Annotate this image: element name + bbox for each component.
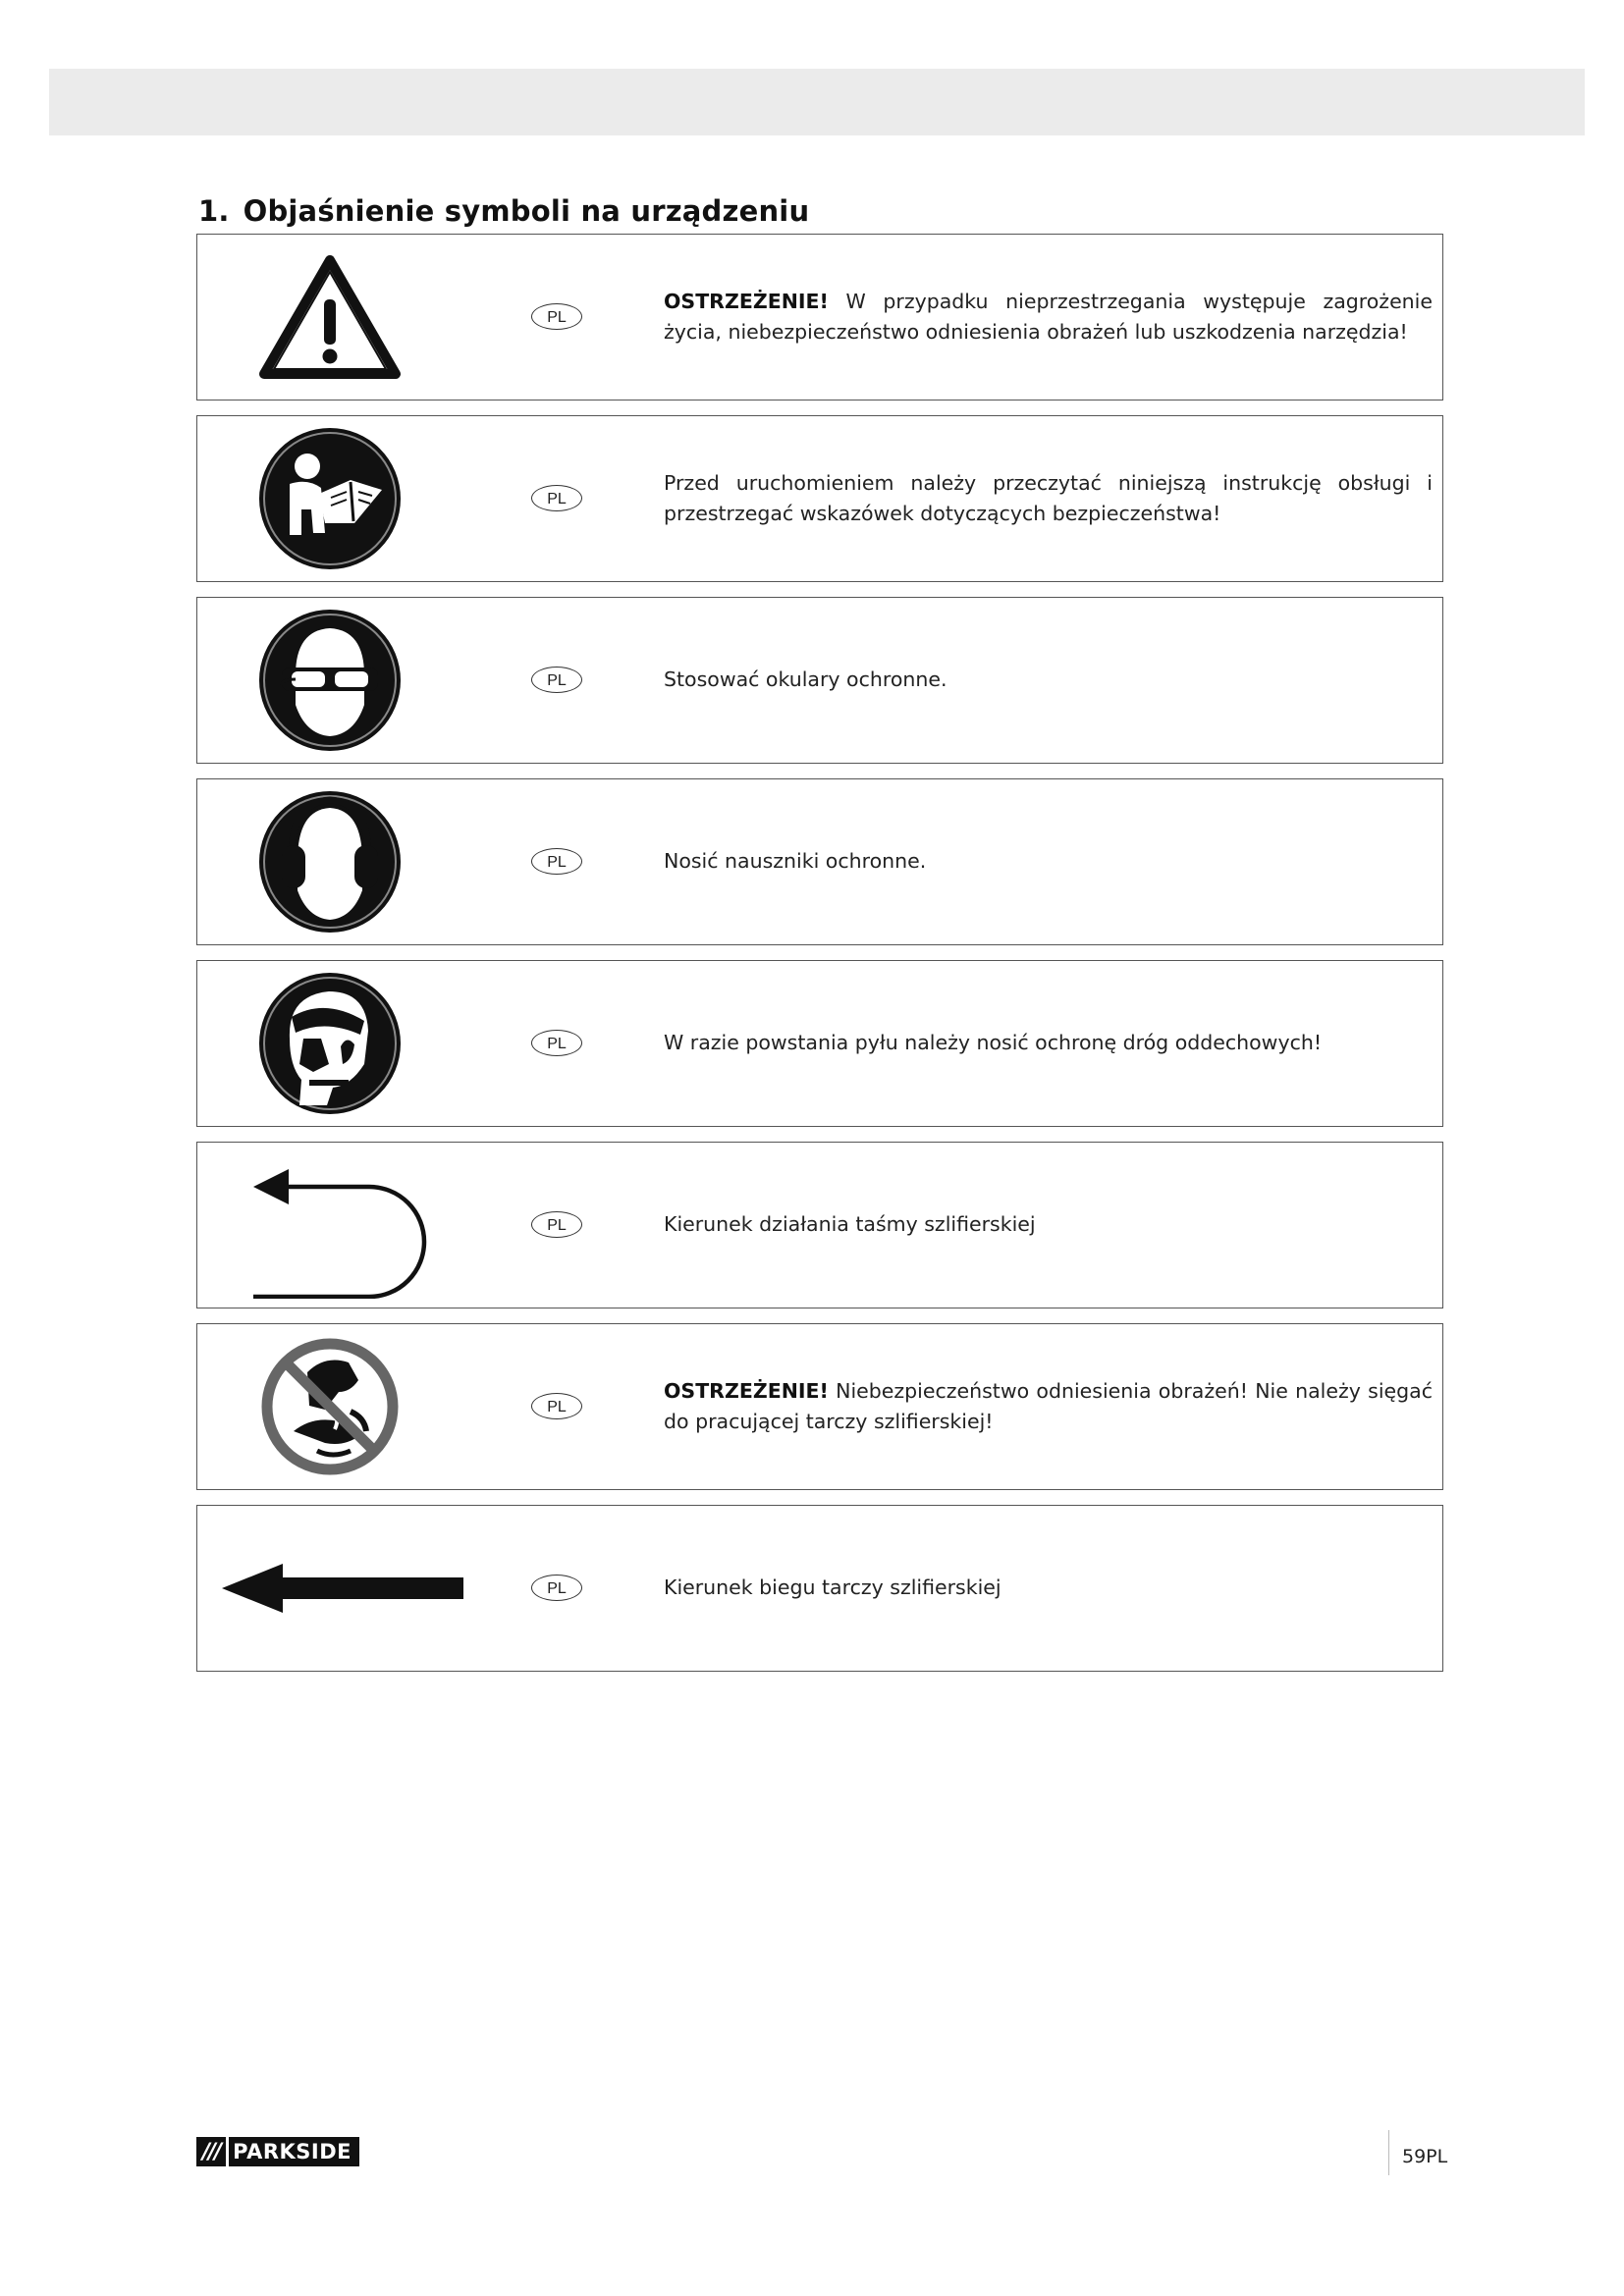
ear-protection-icon: [256, 788, 404, 935]
description-text: Przed uruchomieniem należy przeczytać niniejszą instrukcję obsługi i przestrzegać wskazówek dotyczących bezpieczeństwa!: [664, 470, 1433, 525]
symbol-row-no-reach: [196, 1323, 1443, 1490]
footer-divider: [1388, 2130, 1389, 2175]
symbol-description: [664, 235, 1433, 399]
symbol-table: [196, 234, 1443, 1686]
warning-triangle-icon: [256, 248, 404, 386]
symbol-description: [664, 1324, 1433, 1488]
lang-badge: PL: [531, 667, 582, 693]
symbol-row-ear-protection: [196, 778, 1443, 945]
symbol-description: [664, 961, 1433, 1125]
description-text: Niebezpieczeństwo odniesienia obrażeń! Nie należy sięgać do pracującej tarczy szlifierskiej!: [664, 1378, 1433, 1433]
warning-label: OSTRZEŻENIE!: [664, 1378, 829, 1403]
section-number: 1.: [198, 194, 230, 228]
description-text: Stosować okulary ochronne.: [664, 667, 947, 691]
symbol-row-disc-direction: [196, 1505, 1443, 1672]
disc-direction-arrow-icon: [212, 1554, 467, 1623]
read-manual-icon: [256, 425, 404, 572]
lang-badge: PL: [531, 1575, 582, 1601]
lang-badge: PL: [531, 848, 582, 875]
symbol-row-read-manual: [196, 415, 1443, 582]
safety-goggles-icon: [256, 607, 404, 754]
description-text: W razie powstania pyłu należy nosić ochronę dróg oddechowych!: [664, 1031, 1323, 1054]
page-number: 59PL: [1402, 2146, 1448, 2167]
dust-mask-icon: [256, 970, 404, 1117]
lang-badge: PL: [531, 1030, 582, 1056]
lang-badge: PL: [531, 485, 582, 511]
section-title: [198, 194, 809, 228]
symbol-description: [664, 416, 1433, 580]
symbol-description: [664, 1506, 1433, 1670]
lang-badge: PL: [531, 303, 582, 330]
belt-direction-arrow-icon: [222, 1151, 438, 1299]
symbol-description: [664, 598, 1433, 762]
symbol-description: [664, 1143, 1433, 1307]
section-title-text: Objaśnienie symboli na urządzeniu: [243, 194, 810, 228]
description-text: Kierunek biegu tarczy szlifierskiej: [664, 1575, 1001, 1599]
no-hands-prohibition-icon: [256, 1333, 404, 1480]
logo-brand: PARKSIDE: [226, 2137, 359, 2166]
parkside-logo: [196, 2137, 359, 2166]
description-text: W przypadku nieprzestrzegania występuje zagrożenie życia, niebezpieczeństwo odniesienia obrażeń lub uszkodzenia narzędzia!: [664, 289, 1433, 344]
header-bar: [49, 69, 1585, 135]
symbol-row-warning: [196, 234, 1443, 400]
symbol-row-safety-goggles: [196, 597, 1443, 764]
symbol-description: [664, 779, 1433, 943]
logo-slashes: ///: [196, 2137, 226, 2166]
description-text: Nosić nauszniki ochronne.: [664, 849, 927, 873]
warning-label: OSTRZEŻENIE!: [664, 289, 829, 313]
symbol-row-belt-direction: [196, 1142, 1443, 1308]
description-text: Kierunek działania taśmy szlifierskiej: [664, 1212, 1036, 1236]
symbol-row-dust-mask: [196, 960, 1443, 1127]
lang-badge: PL: [531, 1211, 582, 1238]
lang-badge: PL: [531, 1393, 582, 1419]
